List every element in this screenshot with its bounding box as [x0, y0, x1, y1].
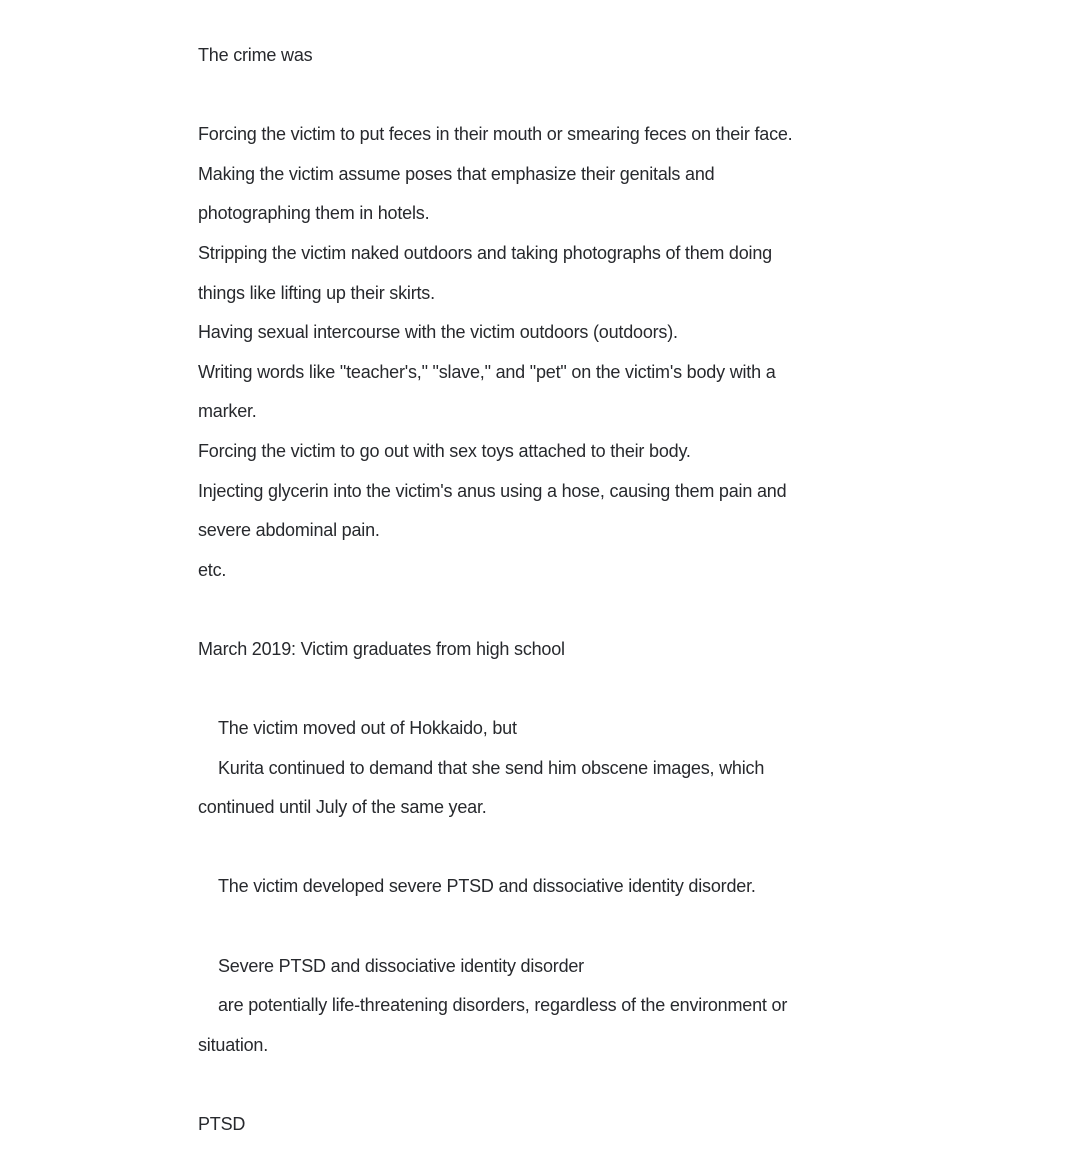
text-line: Injecting glycerin into the victim's anus using a hose, causing them pain and [198, 480, 787, 501]
text-line: Having sexual intercourse with the victim outdoors (outdoors). [198, 322, 678, 343]
text-line: are potentially life-threatening disorders, regardless of the environment or [218, 995, 788, 1016]
text-line: continued until July of the same year. [198, 797, 487, 818]
text-line: PTSD [198, 1114, 246, 1135]
text-line: The victim moved out of Hokkaido, but [218, 718, 517, 739]
text-line: situation. [198, 1034, 269, 1055]
text-line: The crime was [198, 45, 313, 65]
text-line: things like lifting up their skirts. [198, 282, 435, 303]
text-line: Forcing the victim to go out with sex toys attached to their body. [198, 440, 691, 461]
document-text-body [198, 0, 898, 1145]
text-line: Forcing the victim to put feces in their mouth or smearing feces on their face. [198, 124, 793, 145]
text-line: The victim developed severe PTSD and dissociative identity disorder. [218, 876, 756, 897]
blank-line [198, 670, 898, 710]
blank-line [198, 1065, 898, 1105]
text-line: photographing them in hotels. [198, 203, 430, 224]
text-line: Making the victim assume poses that emphasize their genitals and [198, 163, 715, 184]
blank-line [198, 590, 898, 630]
text-line: Severe PTSD and dissociative identity disorder [218, 955, 584, 976]
text-line: Kurita continued to demand that she send him obscene images, which [218, 757, 765, 778]
text-line: Writing words like "teacher's," "slave," and "pet" on the victim's body with a [198, 361, 776, 382]
text-line: March 2019: Victim graduates from high school [198, 638, 565, 659]
blank-line [198, 907, 898, 947]
text-line: Stripping the victim naked outdoors and taking photographs of them doing [198, 242, 772, 263]
blank-line [198, 76, 898, 116]
text-line: severe abdominal pain. [198, 520, 380, 541]
text-line: etc. [198, 559, 227, 580]
blank-line [198, 828, 898, 868]
text-line: marker. [198, 401, 257, 422]
